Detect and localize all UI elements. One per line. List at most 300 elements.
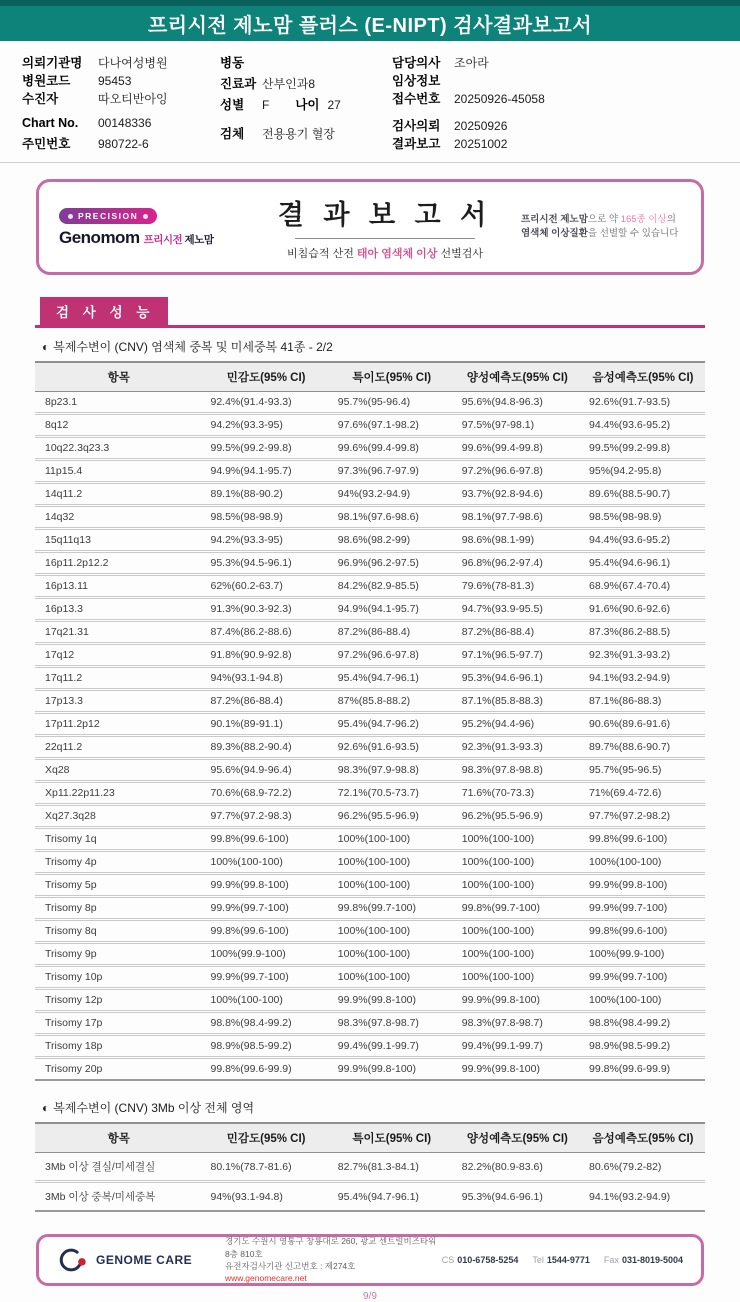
patient-info-col2 [220,53,392,152]
precision-badge [59,208,157,224]
value-cell: 84.2%(82.9-85.5) [330,575,454,598]
item-cell: Trisomy 8q [35,920,203,943]
item-cell: Trisomy 17p [35,1012,203,1035]
table-row [35,1012,705,1035]
value-cell: 89.1%(88-90.2) [203,483,330,506]
item-cell: Trisomy 4p [35,851,203,874]
value-cell: 100%(100-100) [454,920,581,943]
value-cell: 97.3%(96.7-97.9) [330,460,454,483]
item-cell: 3Mb 이상 중복/미세중복 [35,1182,203,1212]
half-circle-bullet-icon: ◐ [42,340,50,354]
badge-dot-icon [143,214,148,219]
col-header-ppv: 양성예측도(95% CI) [454,1123,581,1153]
value-cell: 99.4%(99.1-99.7) [454,1035,581,1058]
result-banner-box [36,179,704,275]
value-cell: 98.1%(97.6-98.6) [330,506,454,529]
table-row [35,552,705,575]
value-cell: 92.6%(91.7-93.5) [581,392,705,414]
table-row [35,989,705,1012]
value-cell: 95.4%(94.6-96.1) [581,552,705,575]
value-cell: 98.9%(98.5-99.2) [581,1035,705,1058]
precision-badge-label: PRECISION [78,211,139,222]
table-row [35,851,705,874]
col-header-item: 항목 [35,1123,203,1153]
table-row [35,437,705,460]
subtitle-accent: 태아 염색체 이상 [356,248,438,260]
table-row [35,460,705,483]
value-cell: 96.8%(96.2-97.4) [454,552,581,575]
page-title: 프리시전 제노맘 플러스 (E-NIPT) 검사결과보고서 [147,15,593,37]
value-cell: 100%(100-100) [330,943,454,966]
item-cell: 15q11q13 [35,529,203,552]
field-label: 병동 [220,56,245,70]
info-row [22,53,220,71]
value-cell: 94%(93.1-94.8) [203,1182,330,1212]
field-value: 다나여성병원 [98,56,168,70]
value-cell: 98.3%(97.8-98.8) [454,759,581,782]
table-row [35,943,705,966]
banner-title: 결 과 보 고 서 [277,200,493,230]
item-cell: 3Mb 이상 결실/미세결실 [35,1153,203,1182]
value-cell: 99.6%(99.4-99.8) [330,437,454,460]
table-row [35,966,705,989]
field-value: 20251002 [454,136,508,151]
blurb-accent: 165종 이상 [620,213,667,225]
col-header-item: 항목 [35,362,203,392]
value-cell: 94.1%(93.2-94.9) [581,1182,705,1212]
value-cell: 94.4%(93.6-95.2) [581,529,705,552]
table1-caption [42,338,740,355]
info-row [220,74,392,95]
value-cell: 99.8%(99.6-100) [581,920,705,943]
value-cell: 87.2%(86-88.4) [330,621,454,644]
value-cell: 99.9%(99.8-100) [581,874,705,897]
brand-kr-rest: 제노맘 [182,234,214,247]
item-cell: 17q21.31 [35,621,203,644]
cnv-3mb-table [35,1122,705,1212]
field-label: 성별 [220,98,245,112]
value-cell: 99.9%(99.7-100) [203,966,330,989]
info-row [220,95,392,116]
item-cell: 17q12 [35,644,203,667]
value-cell: 89.6%(88.5-90.7) [581,483,705,506]
table-body [35,1153,705,1212]
cs-contact [442,1255,519,1265]
table2-caption [42,1099,740,1116]
value-cell: 80.1%(78.7-81.6) [203,1153,330,1182]
tel-contact [532,1255,590,1265]
item-cell: Xp11.22p11.23 [35,782,203,805]
value-cell: 87.1%(86-88.3) [581,690,705,713]
value-cell: 89.7%(88.6-90.7) [581,736,705,759]
item-cell: 11p15.4 [35,460,203,483]
value-cell: 98.9%(98.5-99.2) [203,1035,330,1058]
field-label: 임상정보 [392,74,441,89]
table-row [35,644,705,667]
field-value: 20250926 [454,118,508,133]
value-cell: 100%(100-100) [581,851,705,874]
table-row [35,736,705,759]
value-cell: 98.5%(98-98.9) [581,506,705,529]
value-cell: 99.8%(99.6-100) [581,828,705,851]
value-cell: 99.9%(99.8-100) [330,989,454,1012]
value-cell: 98.3%(97.8-98.7) [330,1012,454,1035]
item-cell: 17p13.3 [35,690,203,713]
field-value: 조아라 [454,56,489,70]
value-cell: 98.5%(98-98.9) [203,506,330,529]
field-label: 접수번호 [392,92,441,107]
value-cell: 95.2%(94.4-96) [454,713,581,736]
report-title-bar [0,6,740,41]
field-label: Chart No. [22,115,79,130]
genome-care-logo [57,1245,225,1275]
info-row [392,71,720,89]
value-cell: 98.6%(98.1-99) [454,529,581,552]
section-header [40,297,740,325]
value-cell: 94.9%(94.1-95.7) [330,598,454,621]
field-value: 95453 [98,74,132,89]
value-cell: 99.8%(99.6-100) [203,920,330,943]
value-cell: 97.2%(96.6-97.8) [454,460,581,483]
value-cell: 98.6%(98.2-99) [330,529,454,552]
item-cell: 14q11.2 [35,483,203,506]
item-cell: Trisomy 9p [35,943,203,966]
genome-care-logo-icon [57,1245,89,1275]
blurb-text: 의 [666,213,676,225]
table-row [35,1035,705,1058]
fax-label: Fax [603,1255,619,1265]
col-header-sensitivity: 민감도(95% CI) [203,362,330,392]
table-header [35,1123,705,1153]
patient-info-col3 [392,53,720,152]
table-row [35,1182,705,1212]
value-cell: 95.6%(94.8-96.3) [454,392,581,414]
field-label: 나이 [295,98,320,112]
item-cell: Xq27.3q28 [35,805,203,828]
field-label: 결과보고 [392,136,441,151]
table-row [35,828,705,851]
genomom-logo [59,206,249,249]
table-row [35,392,705,414]
website-link[interactable]: www.genomecare.net [225,1273,307,1284]
cs-label: CS [441,1255,455,1265]
item-cell: Trisomy 12p [35,989,203,1012]
address-line2: 유전자검사기관 신고번호 : 제274호 [225,1261,356,1271]
value-cell: 82.7%(81.3-84.1) [330,1153,454,1182]
value-cell: 100%(100-100) [330,920,454,943]
value-cell: 95.7%(95-96.5) [581,759,705,782]
value-cell: 96.2%(95.5-96.9) [330,805,454,828]
value-cell: 87.3%(86.2-88.5) [581,621,705,644]
value-cell: 100%(100-100) [454,874,581,897]
value-cell: 99.8%(99.7-100) [454,897,581,920]
info-row [22,116,220,134]
table-body [35,392,705,1081]
value-cell: 98.3%(97.9-98.8) [330,759,454,782]
item-cell: 16p11.2p12.2 [35,552,203,575]
value-cell: 92.4%(91.4-93.3) [203,392,330,414]
info-row [392,116,720,134]
item-cell: 8p23.1 [35,392,203,414]
blurb-bold: 염색체 이상질환 [521,228,588,239]
table2-caption-text: 복제수변이 (CNV) 3Mb 이상 전체 영역 [53,1101,255,1115]
value-cell: 87%(85.8-88.2) [330,690,454,713]
info-row [392,134,720,152]
field-value: 전용용기 혈장 [262,127,335,141]
page-number: 9/9 [363,1291,377,1302]
field-label: 의뢰기관명 [22,56,83,70]
field-value: 980722-6 [98,136,149,151]
value-cell: 94.2%(93.3-95) [203,529,330,552]
table-row [35,529,705,552]
value-cell: 98.8%(98.4-99.2) [203,1012,330,1035]
banner-blurb [521,213,681,242]
table-row [35,1153,705,1182]
cs-number: 010-6758-5254 [457,1255,519,1265]
subtitle-post: 선별검사 [437,248,483,260]
value-cell: 90.1%(89-91.1) [203,713,330,736]
item-cell: 22q11.2 [35,736,203,759]
banner-divider [295,238,475,239]
field-label: 검체 [220,127,245,141]
field-value: 산부인과8 [262,77,316,91]
item-cell: 16p13.3 [35,598,203,621]
value-cell: 95.7%(95-96.4) [330,392,454,414]
banner-subtitle [249,245,521,261]
value-cell: 97.2%(96.6-97.8) [330,644,454,667]
col-header-npv: 음성예측도(95% CI) [581,362,705,392]
value-cell: 96.2%(95.5-96.9) [454,805,581,828]
cnv-duplication-table [35,361,705,1081]
value-cell: 95.3%(94.6-96.1) [454,1182,581,1212]
item-cell: Xq28 [35,759,203,782]
item-cell: Trisomy 5p [35,874,203,897]
info-row [220,53,392,74]
item-cell: 10q22.3q23.3 [35,437,203,460]
value-cell: 99.8%(99.7-100) [330,897,454,920]
info-row [392,53,720,71]
footer-box [36,1234,704,1286]
value-cell: 97.7%(97.2-98.2) [581,805,705,828]
info-row [22,89,220,107]
col-header-npv: 음성예측도(95% CI) [581,1123,705,1153]
value-cell: 87.4%(86.2-88.6) [203,621,330,644]
value-cell: 99.9%(99.8-100) [454,1058,581,1081]
table-row [35,598,705,621]
field-label: 주민번호 [22,136,71,151]
value-cell: 93.7%(92.8-94.6) [454,483,581,506]
value-cell: 97.6%(97.1-98.2) [330,414,454,437]
item-cell: Trisomy 8p [35,897,203,920]
brand-en: Genomom [59,228,140,248]
table-row [35,874,705,897]
table-row [35,1058,705,1081]
value-cell: 70.6%(68.9-72.2) [203,782,330,805]
table1-caption-text: 복제수변이 (CNV) 염색체 중복 및 미세중복 41종 - 2/2 [53,340,333,354]
value-cell: 80.6%(79.2-82) [581,1153,705,1182]
col-header-specificity: 특이도(95% CI) [330,1123,454,1153]
table-row [35,920,705,943]
value-cell: 99.9%(99.7-100) [581,897,705,920]
table-row [35,414,705,437]
col-header-ppv: 양성예측도(95% CI) [454,362,581,392]
info-row [220,124,392,145]
item-cell: Trisomy 20p [35,1058,203,1081]
info-row [22,134,220,152]
fax-contact [604,1255,683,1265]
address-line1: 경기도 수원시 영통구 창룡대로 260, 광교 센트럴비즈타워 8층 810호 [225,1236,437,1259]
value-cell: 98.1%(97.7-98.6) [454,506,581,529]
col-header-specificity: 특이도(95% CI) [330,362,454,392]
banner-center [249,193,521,261]
badge-dot-icon [68,214,73,219]
value-cell: 79.6%(78-81.3) [454,575,581,598]
item-cell: Trisomy 10p [35,966,203,989]
value-cell: 72.1%(70.5-73.7) [330,782,454,805]
value-cell: 89.3%(88.2-90.4) [203,736,330,759]
table-row [35,897,705,920]
blurb-text: 으로 약 [587,213,621,225]
table-row [35,690,705,713]
value-cell: 100%(100-100) [454,966,581,989]
value-cell: 95%(94.2-95.8) [581,460,705,483]
footer-address [225,1235,442,1284]
value-cell: 92.3%(91.3-93.2) [581,644,705,667]
value-cell: 94.2%(93.3-95) [203,414,330,437]
value-cell: 92.3%(91.3-93.3) [454,736,581,759]
value-cell: 91.6%(90.6-92.6) [581,598,705,621]
item-cell: 17p11.2p12 [35,713,203,736]
value-cell: 71%(69.4-72.6) [581,782,705,805]
value-cell: 90.6%(89.6-91.6) [581,713,705,736]
table-row [35,483,705,506]
value-cell: 97.1%(96.5-97.7) [454,644,581,667]
value-cell: 96.9%(96.2-97.5) [330,552,454,575]
value-cell: 87.1%(85.8-88.3) [454,690,581,713]
section-title-tab: 검 사 성 능 [40,297,168,325]
brand-name [59,228,249,248]
value-cell: 68.9%(67.4-70.4) [581,575,705,598]
table-row [35,667,705,690]
value-cell: 100%(100-100) [454,828,581,851]
field-label: 검사의뢰 [392,118,441,133]
patient-info-col1 [22,53,220,152]
value-cell: 71.6%(70-73.3) [454,782,581,805]
value-cell: 99.8%(99.6-99.9) [203,1058,330,1081]
value-cell: 95.4%(94.7-96.1) [330,667,454,690]
value-cell: 91.3%(90.3-92.3) [203,598,330,621]
value-cell: 100%(100-100) [454,943,581,966]
field-label: 수진자 [22,92,59,107]
value-cell: 100%(100-100) [330,828,454,851]
table-row [35,621,705,644]
item-cell: Trisomy 1q [35,828,203,851]
half-circle-bullet-icon: ◐ [42,1101,50,1115]
brand-kr-accent: 프리시전 [143,234,183,247]
value-cell: 82.2%(80.9-83.6) [454,1153,581,1182]
table-row [35,575,705,598]
table-row [35,759,705,782]
value-cell: 100%(100-100) [330,851,454,874]
value-cell: 94%(93.1-94.8) [203,667,330,690]
footer-logo-text: GENOME CARE [96,1253,193,1267]
value-cell: 99.9%(99.7-100) [581,966,705,989]
blurb-text: 을 선별할 수 있습니다 [587,228,679,239]
value-cell: 100%(100-100) [454,851,581,874]
footer-contacts [442,1255,683,1265]
value-cell: 99.9%(99.8-100) [454,989,581,1012]
field-label: 담당의사 [392,56,441,70]
value-cell: 99.9%(99.7-100) [203,897,330,920]
value-cell: 99.5%(99.2-99.8) [581,437,705,460]
value-cell: 87.2%(86-88.4) [454,621,581,644]
field-value: 20250926-45058 [454,92,545,107]
item-cell: 14q32 [35,506,203,529]
tel-label: Tel [532,1255,544,1265]
value-cell: 95.4%(94.7-96.2) [330,713,454,736]
value-cell: 100%(100-100) [330,966,454,989]
value-cell: 97.5%(97-98.1) [454,414,581,437]
info-row [22,71,220,89]
table-row [35,805,705,828]
value-cell: 100%(99.9-100) [581,943,705,966]
value-cell: 98.3%(97.8-98.7) [454,1012,581,1035]
field-value: 00148336 [98,115,152,130]
value-cell: 100%(99.9-100) [203,943,330,966]
item-cell: 8q12 [35,414,203,437]
value-cell: 100%(100-100) [581,989,705,1012]
value-cell: 92.6%(91.6-93.5) [330,736,454,759]
table-header [35,362,705,392]
value-cell: 100%(100-100) [203,851,330,874]
table-row [35,782,705,805]
table-row [35,506,705,529]
value-cell: 97.7%(97.2-98.3) [203,805,330,828]
value-cell: 99.8%(99.6-100) [203,828,330,851]
value-cell: 94.1%(93.2-94.9) [581,667,705,690]
value-cell: 98.8%(98.4-99.2) [581,1012,705,1035]
col-header-sensitivity: 민감도(95% CI) [203,1123,330,1153]
value-cell: 99.4%(99.1-99.7) [330,1035,454,1058]
value-cell: 91.8%(90.9-92.8) [203,644,330,667]
value-cell: 100%(100-100) [203,989,330,1012]
item-cell: Trisomy 18p [35,1035,203,1058]
field-label: 병원코드 [22,74,71,89]
value-cell: 99.8%(99.6-99.9) [581,1058,705,1081]
item-cell: 16p13.11 [35,575,203,598]
value-cell: 87.2%(86-88.4) [203,690,330,713]
value-cell: 95.3%(94.6-96.1) [454,667,581,690]
subtitle-pre: 비침습적 산전 [287,248,357,260]
value-cell: 94.4%(93.6-95.2) [581,414,705,437]
section-rule [35,325,705,328]
tel-number: 1544-9771 [546,1255,590,1265]
value-cell: 62%(60.2-63.7) [203,575,330,598]
value-cell: 99.9%(99.8-100) [203,874,330,897]
field-value: 27 [327,98,341,112]
patient-info-section [0,41,740,163]
value-cell: 99.9%(99.8-100) [330,1058,454,1081]
value-cell: 100%(100-100) [330,874,454,897]
value-cell: 95.6%(94.9-96.4) [203,759,330,782]
value-cell: 99.5%(99.2-99.8) [203,437,330,460]
fax-number: 031-8019-5004 [621,1255,683,1265]
table-row [35,713,705,736]
field-label: 진료과 [220,77,257,91]
value-cell: 94%(93.2-94.9) [330,483,454,506]
field-value: F [262,98,270,112]
value-cell: 94.9%(94.1-95.7) [203,460,330,483]
